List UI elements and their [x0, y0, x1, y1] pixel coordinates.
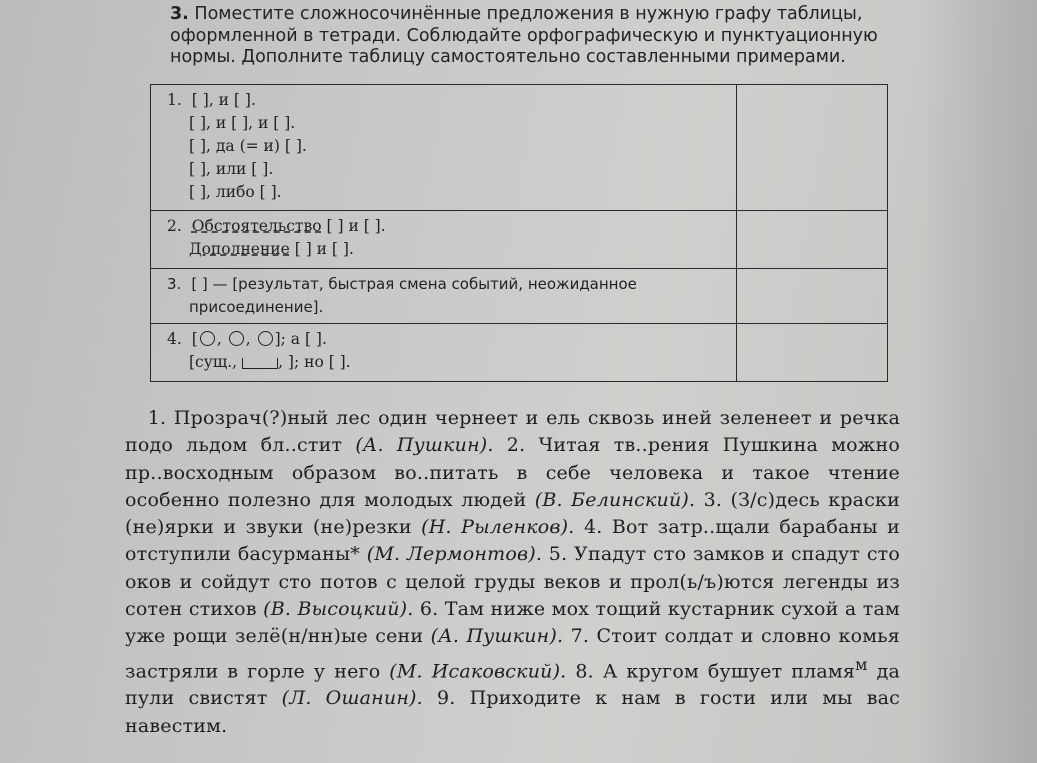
circle-icon [200, 331, 215, 346]
sentence: 8. А кругом бушует пламя [575, 660, 856, 682]
scheme-cell-3 [151, 268, 737, 324]
scheme-line: [ ], или [ ]. [189, 160, 274, 178]
scheme-line: [ ], и [ ], и [ ]. [189, 114, 296, 132]
sentence: 3. (З/с)десь краски (не)ярки и звуки (не)резки [125, 488, 900, 539]
sentence: 2. Читая тв..рения Пушкина можно пр..восходным образом во..питать в себе человека и такое чтение особенно полезно для молодых людей [125, 434, 900, 511]
schemes-table [150, 84, 888, 382]
scheme-line: присоединение]. [189, 297, 324, 316]
author: (Н. Рыленков). [421, 516, 575, 539]
sentence: 7. Стоит солдат и словно комья застряли в горле у него [125, 625, 900, 682]
row-number: 2. [167, 216, 182, 235]
scheme-cell-2 [151, 210, 737, 268]
scheme-row-2 [151, 210, 888, 268]
answer-cell-2 [737, 210, 888, 268]
scheme-line: [ ] и [ ]. [326, 216, 386, 235]
sentence: 9. Приходите к нам в гости или мы вас навестим. [125, 687, 900, 737]
scheme-line: [ ] — [результат, быстрая смена событий, неожиданное [191, 274, 637, 293]
scheme-word: Дополнение [189, 239, 290, 258]
author: (М. Исаковский). [389, 660, 567, 682]
task-header [170, 4, 890, 69]
scheme-line: [ ] и [ ]. [294, 239, 354, 258]
circle-icon [229, 331, 244, 346]
answer-cell-4 [737, 324, 888, 382]
scheme-cell-4: 4. [ , , ]; а [ ]. [сущ., , ]; но [ ]. [151, 324, 737, 382]
answer-cell-1 [737, 85, 888, 211]
author: (А. Пушкин). [430, 625, 564, 648]
answer-cell-3 [737, 268, 888, 324]
sentence: да пули свистят [125, 660, 900, 710]
sentence: 4. Вот затр..щали барабаны и отступили басурманы* [125, 516, 900, 566]
scheme-line: [ ], либо [ ]. [189, 183, 282, 201]
bracket-underline-icon [242, 358, 278, 369]
circle-icon [258, 331, 273, 346]
row-number: 3. [167, 274, 182, 293]
scheme-cell-1 [151, 85, 737, 211]
author: (А. Пушкин). [355, 434, 494, 457]
sentence: 6. Там ниже мох тощий кустарник сухой а там уже рощи зелё(н/нн)ые сени [125, 598, 900, 648]
scheme-row-4 [151, 324, 888, 382]
footnote-mark: м [855, 654, 868, 674]
scheme-line: [сущ., [189, 353, 238, 372]
task-text: Поместите сложносочинённые предложения в нужную графу таблицы, оформленной в тетради. Соблюдайте орфографическую и пунктуационную нормы. Дополните таблицу самостоятельно составленными примерами. [170, 4, 878, 67]
scheme-row-3 [151, 268, 888, 324]
author: (М. Лермонтов). [366, 543, 543, 566]
scheme-line: [ ], да (= и) [ ]. [189, 137, 307, 155]
scheme-line: [ [191, 330, 198, 349]
exercise-sentences [125, 405, 900, 740]
page-gutter-shadow [917, 0, 1037, 763]
scheme-line: , ]; но [ ]. [278, 353, 351, 372]
scheme-row-1 [151, 85, 888, 211]
scheme-line: [ ], и [ ]. [191, 91, 256, 109]
sentence: 5. Упадут сто замков и спадут сто оков и сойдут сто потов с целой груды веков и прол(ь/ъ)ются легенды из сотен стихов [125, 543, 901, 621]
scheme-word: Обстоятельство [191, 216, 322, 235]
task-number: 3. [170, 4, 189, 24]
author: (В. Белинский). [534, 488, 696, 511]
scheme-line: ]; а [ ]. [274, 330, 327, 349]
author: (В. Высоцкий). [263, 598, 414, 621]
row-number: 4. [167, 330, 182, 349]
sentence: 1. Прозрач(?)ный лес один чернеет и ель сквозь иней зеленеет и речка подо льдом бл..стит [125, 407, 900, 457]
row-number: 1. [167, 91, 182, 109]
author: (Л. Ошанин). [281, 687, 423, 710]
